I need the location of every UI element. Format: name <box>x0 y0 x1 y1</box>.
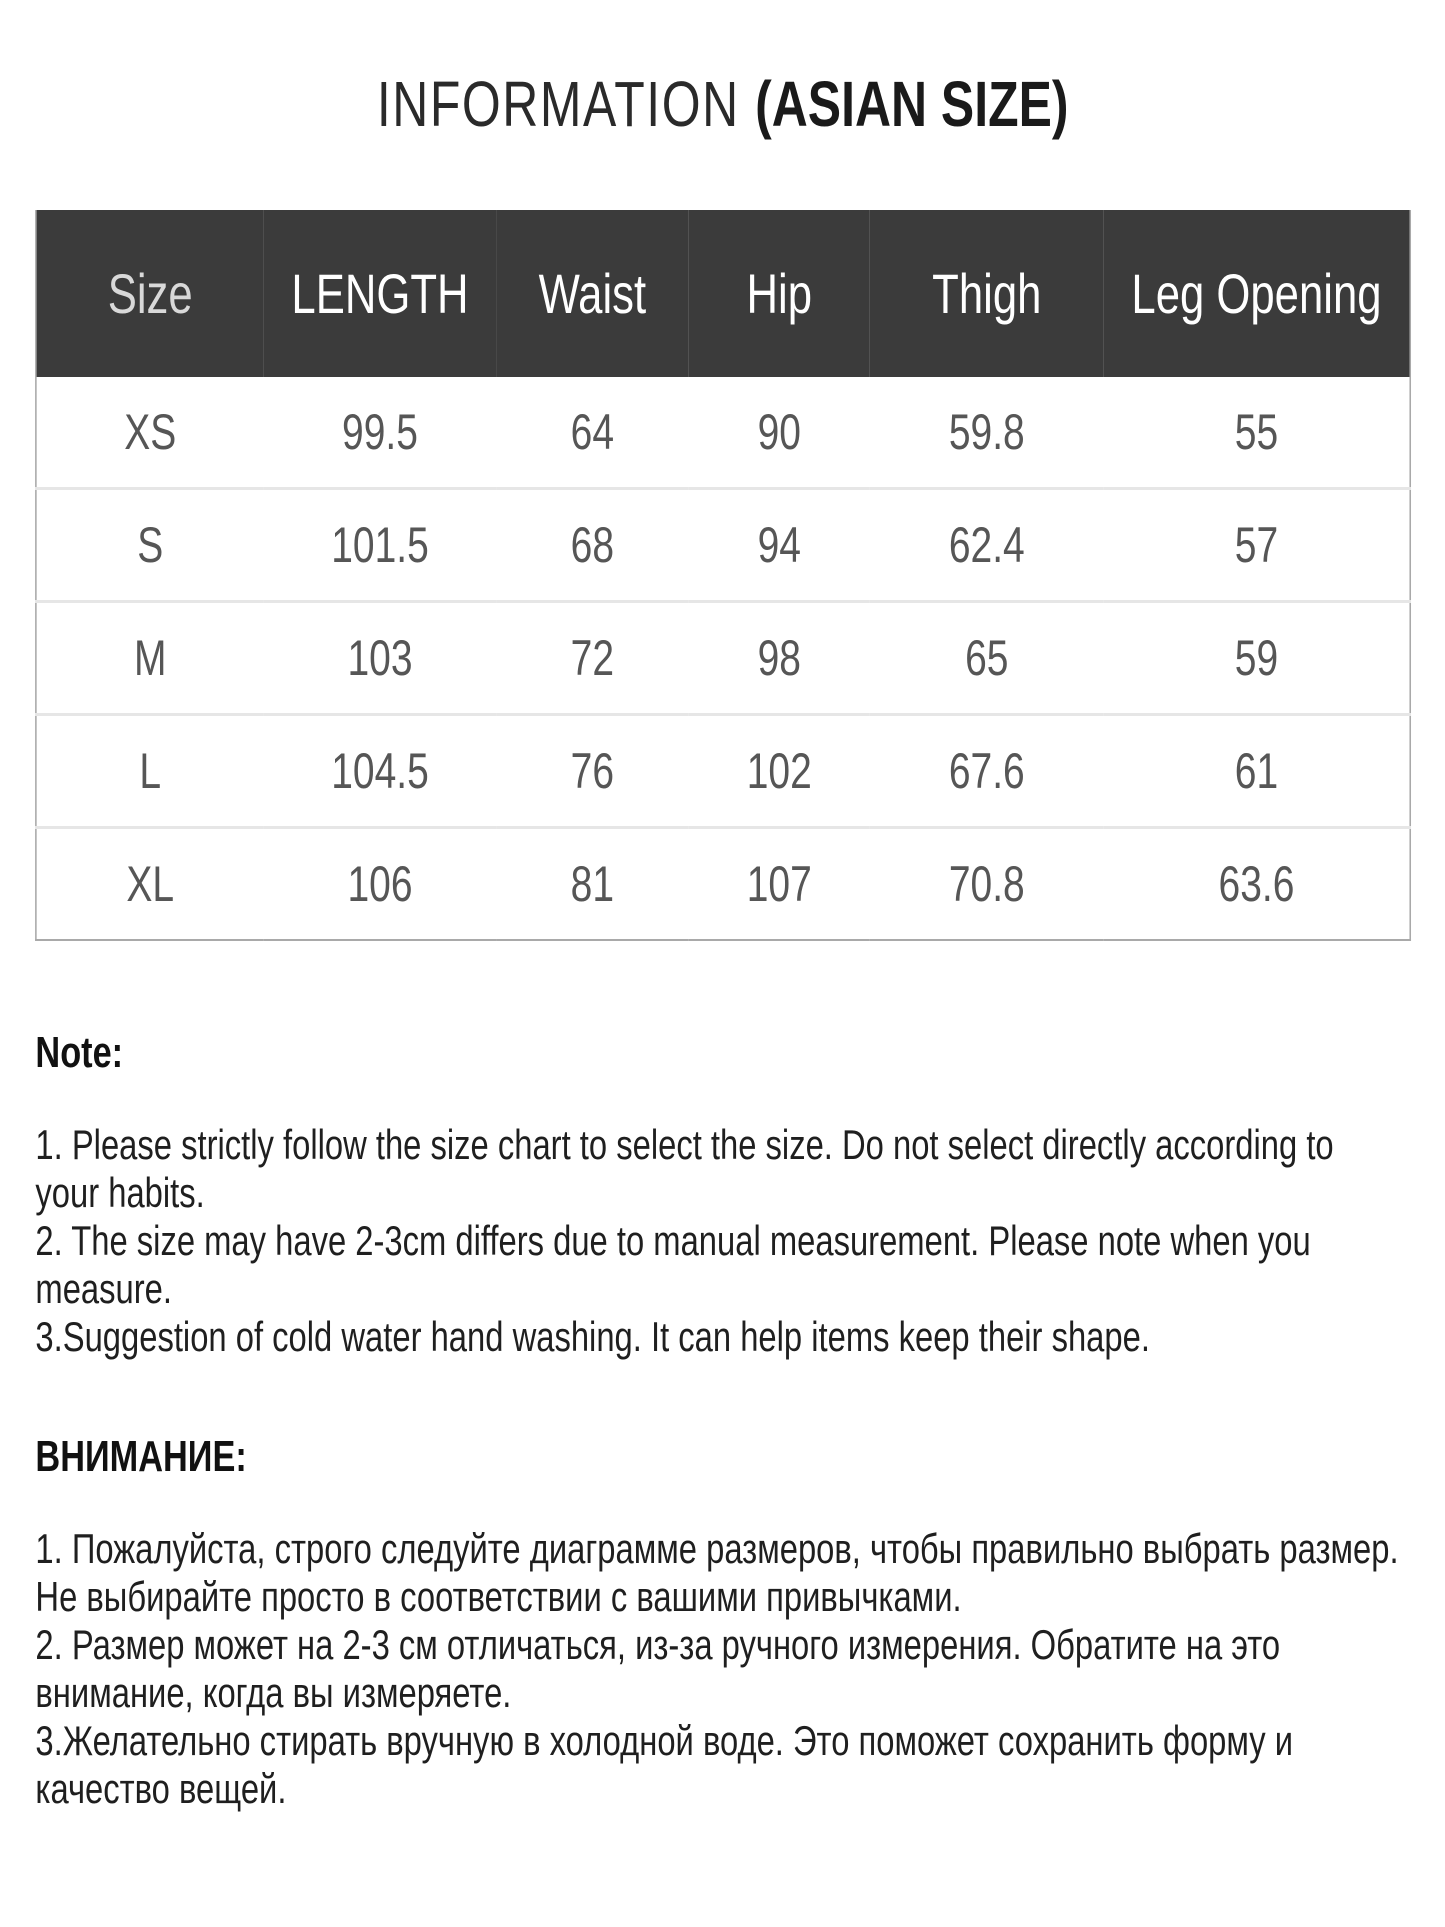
cell-waist: 64 <box>496 377 688 489</box>
cell-length: 103 <box>264 602 496 715</box>
table-row-xs <box>36 377 1410 489</box>
column-header-waist: Waist <box>496 210 688 377</box>
cell-size: S <box>36 489 264 602</box>
cell-size: XL <box>36 828 264 941</box>
note-en-item-1: 1. Please strictly follow the size chart to select the size. Do not select directly according to your habits. <box>35 1121 1334 1216</box>
note-ru-item-3: 3.Желательно стирать вручную в холодной воде. Это поможет сохранить форму и качество вещей. <box>35 1717 1294 1812</box>
cell-hip: 102 <box>689 715 870 828</box>
cell-hip: 107 <box>689 828 870 941</box>
page-title <box>0 0 1445 138</box>
cell-leg-opening: 63.6 <box>1104 828 1411 941</box>
cell-thigh: 59.8 <box>870 377 1104 489</box>
cell-size: XS <box>36 377 264 489</box>
table-row-m <box>36 602 1410 715</box>
cell-length: 104.5 <box>264 715 496 828</box>
size-chart-body <box>36 377 1410 940</box>
note-ru-item-1: 1. Пожалуйста, строго следуйте диаграмме размеров, чтобы правильно выбрать размер. Не выбирайте просто в соответствии с вашими привычками. <box>35 1525 1399 1620</box>
cell-thigh: 67.6 <box>870 715 1104 828</box>
column-header-size: Size <box>36 210 264 377</box>
cell-length: 101.5 <box>264 489 496 602</box>
notes-section <box>35 1029 1402 1813</box>
notes-en-heading: Note: <box>35 1028 124 1077</box>
cell-leg-opening: 61 <box>1104 715 1411 828</box>
column-header-hip: Hip <box>689 210 870 377</box>
cell-thigh: 70.8 <box>870 828 1104 941</box>
size-chart-header <box>36 210 1410 377</box>
cell-waist: 68 <box>496 489 688 602</box>
page-title-bold: (ASIAN SIZE) <box>755 68 1069 140</box>
cell-size: L <box>36 715 264 828</box>
header-row <box>36 210 1410 377</box>
notes-en-list <box>35 1121 1402 1361</box>
cell-hip: 90 <box>689 377 870 489</box>
cell-waist: 81 <box>496 828 688 941</box>
page-title-regular: INFORMATION <box>376 68 756 140</box>
cell-hip: 94 <box>689 489 870 602</box>
note-en-item-2: 2. The size may have 2-3cm differs due to manual measurement. Please note when you measure. <box>35 1217 1311 1312</box>
cell-length: 106 <box>264 828 496 941</box>
table-row-l <box>36 715 1410 828</box>
notes-ru-list <box>35 1525 1402 1813</box>
cell-thigh: 62.4 <box>870 489 1104 602</box>
note-ru-item-2: 2. Размер может на 2-3 см отличаться, из-за ручного измерения. Обратите на это внимание, когда вы измеряете. <box>35 1621 1281 1716</box>
cell-length: 99.5 <box>264 377 496 489</box>
cell-leg-opening: 59 <box>1104 602 1411 715</box>
cell-hip: 98 <box>689 602 870 715</box>
cell-size: M <box>36 602 264 715</box>
cell-thigh: 65 <box>870 602 1104 715</box>
notes-ru-heading: ВНИМАНИЕ: <box>35 1432 247 1481</box>
cell-leg-opening: 55 <box>1104 377 1411 489</box>
table-row-xl <box>36 828 1410 941</box>
cell-leg-opening: 57 <box>1104 489 1411 602</box>
cell-waist: 72 <box>496 602 688 715</box>
column-header-thigh: Thigh <box>870 210 1104 377</box>
note-en-item-3: 3.Suggestion of cold water hand washing. It can help items keep their shape. <box>35 1313 1150 1360</box>
size-chart-table <box>35 210 1411 941</box>
column-header-leg-opening: Leg Opening <box>1104 210 1411 377</box>
column-header-length: LENGTH <box>264 210 496 377</box>
table-row-s <box>36 489 1410 602</box>
cell-waist: 76 <box>496 715 688 828</box>
